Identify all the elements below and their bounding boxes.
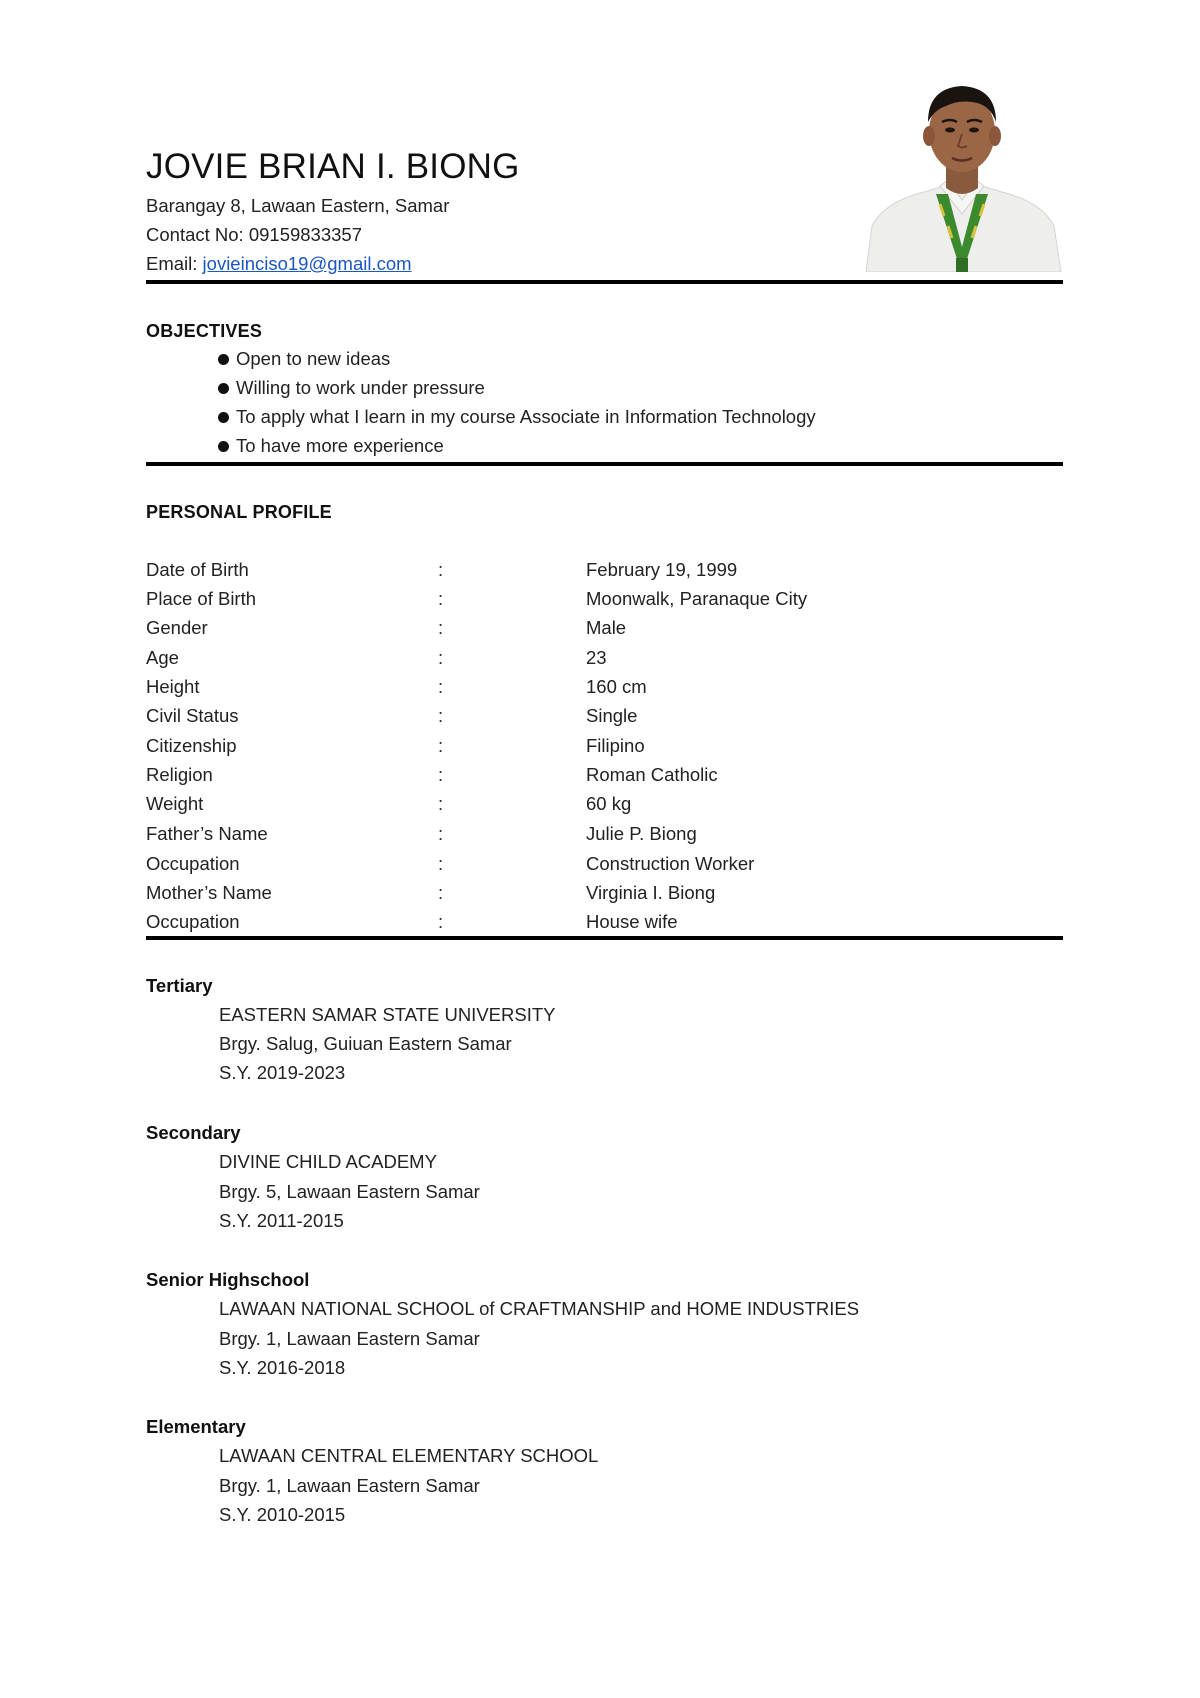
objective-text: To have more experience — [236, 435, 444, 456]
profile-row — [146, 676, 1063, 705]
profile-value: Male — [586, 617, 627, 638]
profile-label: Place of Birth — [146, 588, 257, 609]
profile-row — [146, 882, 1063, 911]
profile-row — [146, 853, 1063, 882]
profile-row — [146, 559, 1063, 588]
profile-separator: : — [438, 705, 444, 726]
profile-separator: : — [438, 588, 444, 609]
applicant-name: JOVIE BRIAN I. BIONG — [146, 147, 520, 186]
profile-label: Date of Birth — [146, 559, 249, 580]
school-address: Brgy. 1, Lawaan Eastern Samar — [219, 1328, 480, 1349]
profile-separator: : — [438, 882, 444, 903]
profile-label: Citizenship — [146, 735, 237, 756]
profile-separator: : — [438, 617, 444, 638]
profile-separator: : — [438, 764, 444, 785]
contact-label: Contact No: — [146, 224, 244, 245]
profile-row — [146, 588, 1063, 617]
profile-label: Occupation — [146, 853, 240, 874]
profile-separator: : — [438, 559, 444, 580]
objective-item — [218, 377, 485, 399]
profile-separator: : — [438, 853, 444, 874]
bullet-icon — [218, 383, 229, 394]
school-year: S.Y. 2010-2015 — [219, 1504, 346, 1525]
profile-value: Julie P. Biong — [586, 823, 697, 844]
profile-value: Single — [586, 705, 638, 726]
profile-row — [146, 823, 1063, 852]
profile-row — [146, 793, 1063, 822]
profile-divider — [146, 936, 1063, 940]
address-line: Barangay 8, Lawaan Eastern, Samar — [146, 195, 450, 216]
profile-value: House wife — [586, 911, 678, 932]
school-name: DIVINE CHILD ACADEMY — [219, 1151, 437, 1172]
profile-value: Moonwalk, Paranaque City — [586, 588, 808, 609]
objectives-title: OBJECTIVES — [146, 321, 263, 341]
school-name: LAWAAN NATIONAL SCHOOL of CRAFTMANSHIP and HOME INDUSTRIES — [219, 1298, 860, 1319]
profile-row — [146, 735, 1063, 764]
objective-text: To apply what I learn in my course Associate in Information Technology — [236, 406, 816, 427]
education-level: Secondary — [146, 1122, 241, 1143]
profile-value: Filipino — [586, 735, 645, 756]
school-year: S.Y. 2019-2023 — [219, 1062, 346, 1083]
objective-item — [218, 406, 816, 428]
education-level: Elementary — [146, 1416, 246, 1437]
profile-value: 160 cm — [586, 676, 647, 697]
header-divider — [146, 280, 1063, 284]
school-name: EASTERN SAMAR STATE UNIVERSITY — [219, 1004, 556, 1025]
profile-label: Civil Status — [146, 705, 239, 726]
profile-label: Weight — [146, 793, 204, 814]
portrait-graphic — [862, 76, 1063, 272]
profile-separator: : — [438, 823, 444, 844]
contact-value: 09159833357 — [248, 224, 363, 245]
profile-separator: : — [438, 911, 444, 932]
applicant-photo — [862, 76, 1063, 272]
school-year: S.Y. 2011-2015 — [219, 1210, 344, 1231]
profile-row — [146, 647, 1063, 676]
profile-row — [146, 705, 1063, 734]
profile-separator: : — [438, 647, 444, 668]
email-label: Email: — [146, 253, 198, 274]
objective-item — [218, 348, 390, 370]
profile-value: Roman Catholic — [586, 764, 718, 785]
school-address: Brgy. Salug, Guiuan Eastern Samar — [219, 1033, 512, 1054]
profile-value: Construction Worker — [586, 853, 755, 874]
profile-row — [146, 764, 1063, 793]
objective-item — [218, 435, 444, 457]
profile-value: 23 — [586, 647, 607, 668]
profile-separator: : — [438, 735, 444, 756]
bullet-icon — [218, 441, 229, 452]
school-name: LAWAAN CENTRAL ELEMENTARY SCHOOL — [219, 1445, 599, 1466]
profile-value: Virginia I. Biong — [586, 882, 716, 903]
profile-value: 60 kg — [586, 793, 632, 814]
school-address: Brgy. 1, Lawaan Eastern Samar — [219, 1475, 480, 1496]
profile-separator: : — [438, 676, 444, 697]
objectives-divider — [146, 462, 1063, 466]
profile-value: February 19, 1999 — [586, 559, 738, 580]
education-level: Tertiary — [146, 975, 213, 996]
objective-text: Open to new ideas — [236, 348, 391, 369]
objective-text: Willing to work under pressure — [236, 377, 485, 398]
school-address: Brgy. 5, Lawaan Eastern Samar — [219, 1181, 480, 1202]
profile-label: Occupation — [146, 911, 240, 932]
email-link[interactable]: jovieinciso19@gmail.com — [202, 253, 412, 274]
education-level: Senior Highschool — [146, 1269, 310, 1290]
contact-line — [146, 224, 362, 246]
bullet-icon — [218, 412, 229, 423]
profile-label: Religion — [146, 764, 213, 785]
profile-separator: : — [438, 793, 444, 814]
school-year: S.Y. 2016-2018 — [219, 1357, 346, 1378]
profile-label: Mother’s Name — [146, 882, 272, 903]
profile-title: PERSONAL PROFILE — [146, 502, 332, 522]
profile-label: Gender — [146, 617, 208, 638]
profile-label: Height — [146, 676, 200, 697]
profile-label: Age — [146, 647, 179, 668]
email-line — [146, 253, 412, 275]
profile-row — [146, 617, 1063, 646]
bullet-icon — [218, 354, 229, 365]
profile-label: Father’s Name — [146, 823, 268, 844]
